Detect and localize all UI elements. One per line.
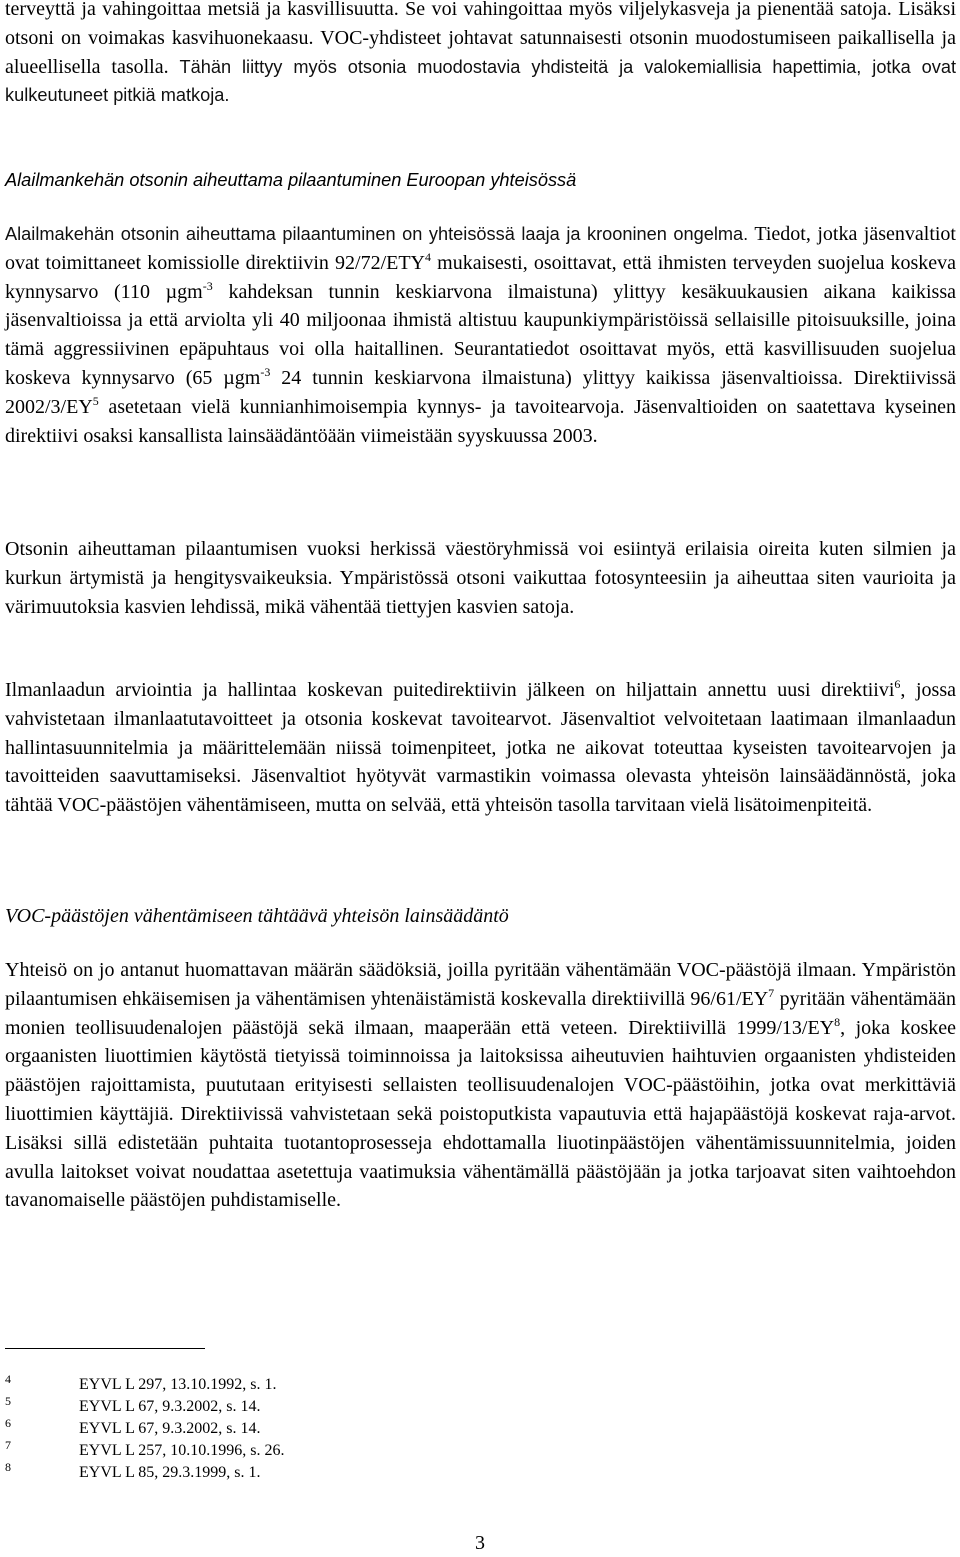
footnote-text: EYVL L 67, 9.3.2002, s. 14. (79, 1420, 261, 1437)
paragraph-voc-text-3: , joka koskee orgaanisten liuottimien käytöstä tietyissä toiminnoissa ja laitoksissa aiheutuvien haihtuvien orgaanisten yhdisteiden päästöjen rajoittamista, puututaan erityisesti sellaisten teollisuudenalojen VOC-päästöihin, jotka ovat merkittäviä liuottimien käyttäjiä. Direktiivissä vahvistetaan sekä poistoputkista vapautuvia että hajapäästöjä koskevat raja-arvot. Lisäksi sillä edistetään puhtaita tuotantoprosesseja ehdottamalla liuotinpäästöjen vähentämissuunnitelmia, joiden avulla laitokset voivat noudattaa asetettuja vaatimuksia vähentämällä päästöjään ja jotka tarjoavat siten vaihtoehdon tavanomaiselle päästöjen puhdistamiselle. (5, 1016, 956, 1212)
page-number: 3 (475, 1532, 485, 1554)
footnote-ref-6[interactable]: 6 (894, 677, 901, 691)
unit-exponent: -3 (202, 278, 213, 293)
paragraph-intro (5, 0, 956, 110)
footnote-number: 8 (5, 1460, 11, 1474)
footnote-item (5, 1462, 605, 1484)
paragraph-ozone-sentence-6: asetetaan vielä kunnianhimoisempia kynnys- ja tavoitearvoja. Jäsenvaltioiden on saatettava kyseinen direktiivi osaksi kansallista lainsäädäntöään viimeistään syyskuussa 2003. (5, 395, 956, 447)
section-heading-voc-legislation: VOC-päästöjen vähentämiseen tähtäävä yhteisön lainsäädäntö (5, 905, 509, 927)
paragraph-voc-text-2: pyritään vähentämään monien teollisuudenalojen päästöjä sekä ilmaan, maaperään että veteen. Direktiivillä 1999/13/EY (5, 987, 956, 1039)
footnote-number: 6 (5, 1416, 11, 1430)
paragraph-voc-text-1: Yhteisö on jo antanut huomattavan määrän säädöksiä, joilla pyritään vähentämään VOC-päästöjä ilmaan. Ympäristön pilaantumisen ehkäisemisen ja vähentämisen yhtenäistämistä koskevalla direktiivillä 96/61/EY (5, 959, 956, 1010)
footnote-text: EYVL L 67, 9.3.2002, s. 14. (79, 1398, 261, 1415)
footnote-ref-5[interactable]: 5 (92, 393, 99, 408)
footnote-item (5, 1396, 605, 1418)
footnote-separator (5, 1348, 205, 1349)
paragraph-intro-text-1: terveyttä ja vahingoittaa metsiä ja kasvillisuutta. Se voi vahingoittaa myös viljelykasveja ja pienentää satoja. Lisäksi otsoni on voimakas kasvihuonekaasu. VOC-yhdisteet johtavat satunnaisesti otsonin muodostumiseen paikallisella ja alueellisella tasolla. (5, 0, 956, 78)
footnote-text: EYVL L 85, 29.3.1999, s. 1. (79, 1464, 261, 1481)
paragraph-ozone-sentence-4: kahdeksan tunnin keskiarvona ilmaistuna) ylittyy kesäkuukausien aikana kaikissa jäsenvaltioissa ja että arviolta yli 40 miljoonaa ihmistä altistuu kaupunkiympäristöissä sellaisille pitoisuuksille, joina tämä aggressiivinen epäpuhtaus voi olla haitallinen. Seurantatiedot osoittavat myös, että kasvillisuuden suojelua koskeva kynnysarvo (65 µgm (5, 280, 956, 389)
footnote-ref-7[interactable]: 7 (768, 985, 775, 1000)
unit-exponent: -3 (260, 364, 271, 379)
footnote-number: 5 (5, 1394, 11, 1408)
footnote-number: 4 (5, 1372, 11, 1386)
footnote-ref-8[interactable]: 8 (834, 1014, 841, 1029)
paragraph-intro-text-2: Tähän liittyy myös otsonia muodostavia yhdisteitä ja valokemiallisia hapettimia, jotka ovat kulkeutuneet pitkiä matkoja. (5, 56, 957, 106)
footnote-item (5, 1440, 605, 1462)
footnote-ref-4[interactable]: 4 (425, 249, 432, 264)
footnote-text: EYVL L 297, 13.10.1992, s. 1. (79, 1376, 277, 1393)
footnote-item (5, 1374, 605, 1396)
paragraph-ozone-sentence-3: mukaisesti, osoittavat, että ihmisten terveyden suojelua koskeva kynnysarvo (110 µgm (5, 251, 957, 303)
paragraph-voc-legislation (5, 956, 956, 1215)
paragraph-ozone-sentence-1: Alailmakehän otsonin aiheuttama pilaantuminen on yhteisössä laaja ja krooninen ongelma. (5, 224, 749, 244)
paragraph-health-effects: Otsonin aiheuttaman pilaantumisen vuoksi herkissä väestöryhmissä voi esiintyä erilaisia oireita kuten silmien ja kurkun ärtymistä ja hengitysvaikeuksia. Ympäristössä otsoni vaikuttaa fotosynteesiin ja aiheuttaa siten vaurioita ja värimuutoksia kasvien lehdissä, mikä vähentää tiettyjen kasvien satoja. (5, 538, 956, 618)
footnotes (5, 1374, 605, 1484)
paragraph-ozone-sentence-2: Tiedot, jotka jäsenvaltiot ovat toimittaneet komissiolle direktiivin 92/72/ETY (5, 223, 956, 274)
footnote-text: EYVL L 257, 10.10.1996, s. 26. (79, 1442, 285, 1459)
paragraph-ozone-pollution (5, 220, 956, 450)
footnote-item (5, 1418, 605, 1440)
footnote-number: 7 (5, 1438, 11, 1452)
paragraph-air-quality-text-2: , jossa vahvistetaan ilmanlaatutavoitteet ja otsonia koskevat tavoitearvot. Jäsenvaltiot velvoitetaan laatimaan ilmanlaadun hallintasuunnitelmia ja määrittelemään niissä toimenpiteet, jotka ne aikovat toteuttaa kyseisten tavoitearvojen ja tavoitteiden saavuttamiseksi. Jäsenvaltiot hyötyvät varmastikin voimassa olevasta yhteisön lainsäädännöstä, joka tähtää VOC-päästöjen vähentämiseen, mutta on selvää, että yhteisön tasolla tarvitaan vielä lisätoimenpiteitä. (5, 679, 956, 817)
section-heading-ozone-pollution: Alailmankehän otsonin aiheuttama pilaantuminen Euroopan yhteisössä (5, 170, 577, 190)
paragraph-air-quality-text-1: Ilmanlaadun arviointia ja hallintaa koskevan puitedirektiivin jälkeen on hiljattain annettu uusi direktiivi (5, 679, 895, 701)
paragraph-air-quality-directive (5, 676, 956, 820)
paragraph-ozone-sentence-5: 24 tunnin keskiarvona ilmaistuna) ylittyy kaikissa jäsenvaltioissa. Direktiivissä 2002/3/EY (5, 366, 956, 418)
